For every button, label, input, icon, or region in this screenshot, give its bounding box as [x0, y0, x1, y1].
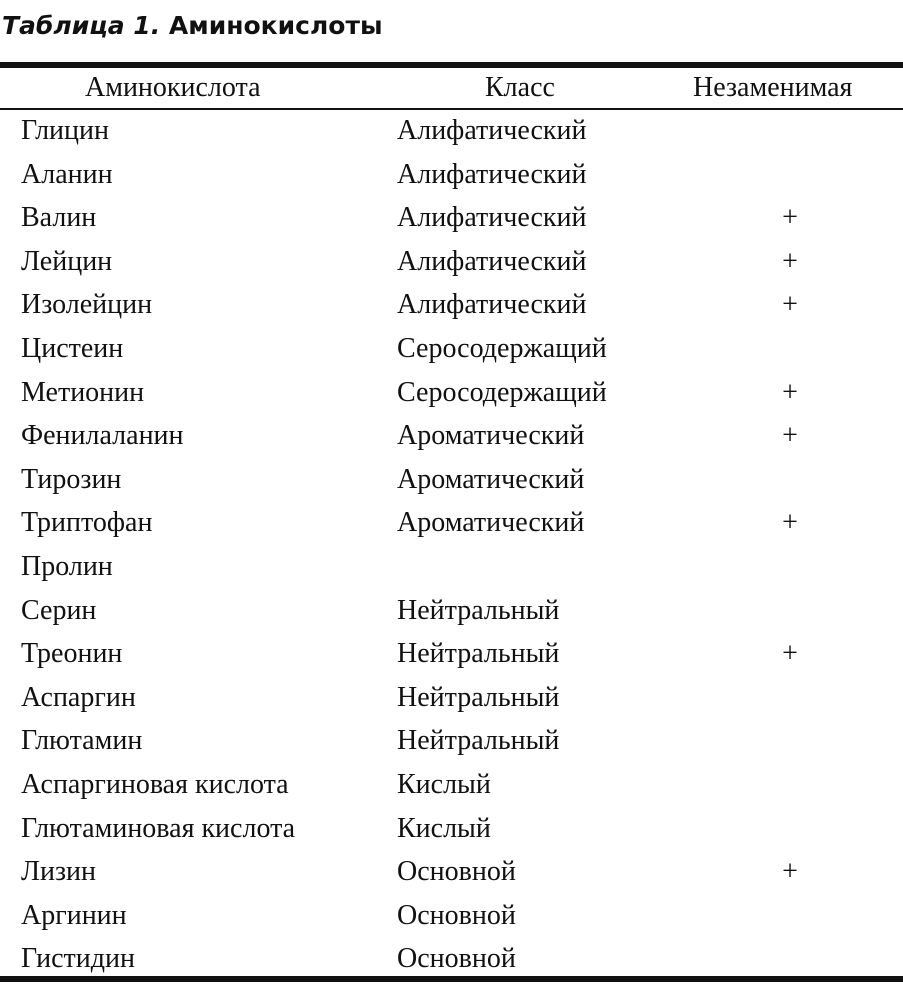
amino-acid-name-cell: Тирозин: [21, 463, 122, 495]
amino-acid-name-cell: Треонин: [21, 638, 123, 670]
amino-acid-class-cell: Алифатический: [397, 289, 587, 321]
table-row: [0, 327, 903, 371]
amino-acid-name-cell: Цистеин: [21, 332, 124, 364]
amino-acid-name-cell: Фенилаланин: [21, 420, 184, 452]
table-row: [0, 414, 903, 458]
amino-acid-name-cell: Триптофан: [21, 507, 153, 539]
essential-mark-cell: +: [782, 638, 798, 670]
amino-acid-name-cell: Аланин: [21, 158, 113, 190]
amino-acid-name-cell: Глицин: [21, 115, 109, 146]
column-header-class: Класс: [485, 72, 555, 103]
table-row: [0, 458, 903, 502]
amino-acid-class-cell: Нейтральный: [397, 725, 560, 757]
amino-acid-class-cell: Ароматический: [397, 463, 585, 495]
amino-acid-name-cell: Изолейцин: [21, 289, 153, 321]
column-header-amino-acid: Аминокислота: [85, 72, 261, 103]
essential-mark-cell: +: [782, 507, 798, 539]
essential-mark-cell: +: [782, 289, 798, 321]
amino-acid-name-cell: Гистидин: [21, 943, 135, 975]
table-row: [0, 632, 903, 676]
amino-acid-name-cell: Пролин: [21, 550, 113, 582]
amino-acid-class-cell: Нейтральный: [397, 638, 560, 670]
table-row: [0, 196, 903, 240]
table-caption-label: Таблица 1.: [2, 11, 161, 40]
table-row: [0, 109, 903, 153]
table-row: [0, 763, 903, 807]
essential-mark-cell: +: [782, 856, 798, 888]
table-row: [0, 719, 903, 763]
table-row: [0, 501, 903, 545]
amino-acid-class-cell: Серосодержащий: [397, 376, 607, 408]
amino-acid-class-cell: Основной: [397, 899, 516, 931]
table-bottom-rule: [0, 976, 903, 982]
table-header-row: [0, 68, 903, 108]
table-row: [0, 545, 903, 589]
amino-acid-class-cell: Алифатический: [397, 245, 587, 277]
table-caption-title: Аминокислоты: [168, 11, 383, 40]
table-row: [0, 850, 903, 894]
table-row: [0, 937, 903, 981]
column-header-essential: Незаменимая: [693, 72, 853, 103]
table-row: [0, 807, 903, 851]
amino-acid-class-cell: Алифатический: [397, 202, 587, 234]
amino-acid-name-cell: Лизин: [21, 856, 97, 888]
amino-acid-class-cell: Серосодержащий: [397, 332, 607, 364]
amino-acid-class-cell: Алифатический: [397, 115, 587, 146]
table-row: [0, 371, 903, 415]
table-row: [0, 676, 903, 720]
amino-acid-class-cell: Алифатический: [397, 158, 587, 190]
amino-acid-name-cell: Аргинин: [21, 899, 127, 931]
amino-acid-class-cell: Основной: [397, 856, 516, 888]
essential-mark-cell: +: [782, 202, 798, 234]
amino-acid-name-cell: Серин: [21, 594, 97, 626]
amino-acid-name-cell: Глютамин: [21, 725, 143, 757]
amino-acid-class-cell: Ароматический: [397, 420, 585, 452]
amino-acid-class-cell: Ароматический: [397, 507, 585, 539]
amino-acid-class-cell: Кислый: [397, 768, 491, 800]
table-caption: [2, 8, 383, 44]
amino-acid-name-cell: Аспаргин: [21, 681, 136, 713]
table-row: [0, 894, 903, 938]
amino-acid-class-cell: Основной: [397, 943, 516, 975]
amino-acid-class-cell: Нейтральный: [397, 681, 560, 713]
amino-acid-class-cell: Нейтральный: [397, 594, 560, 626]
table-row: [0, 589, 903, 633]
amino-acid-class-cell: Кислый: [397, 812, 491, 844]
table-row: [0, 153, 903, 197]
amino-acid-name-cell: Лейцин: [21, 245, 113, 277]
table-row: [0, 283, 903, 327]
essential-mark-cell: +: [782, 376, 798, 408]
table-row: [0, 240, 903, 284]
amino-acid-name-cell: Метионин: [21, 376, 145, 408]
amino-acid-name-cell: Валин: [21, 202, 97, 234]
essential-mark-cell: +: [782, 245, 798, 277]
table-body: [0, 109, 903, 981]
amino-acid-name-cell: Глютаминовая кислота: [21, 812, 296, 844]
amino-acid-name-cell: Аспаргиновая кислота: [21, 768, 289, 800]
essential-mark-cell: +: [782, 420, 798, 452]
